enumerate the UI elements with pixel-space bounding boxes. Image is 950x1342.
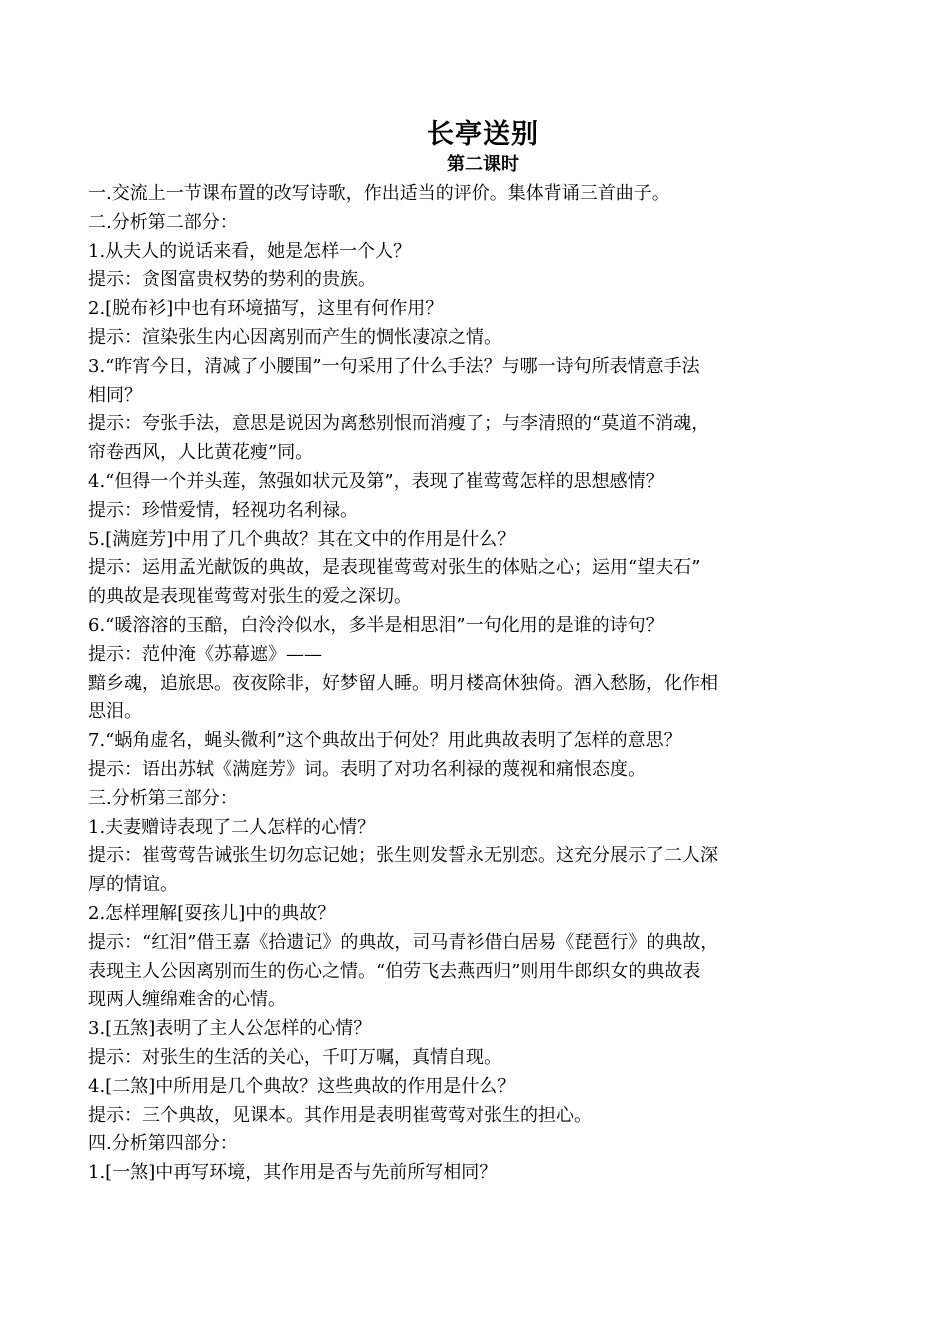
text-line: 1.[一煞]中再写环境，其作用是否与先前所写相同？ (88, 1162, 498, 1184)
page-subtitle: 第二课时 (447, 154, 519, 175)
text-line: 4.“但得一个并头莲，煞强如状元及第”，表现了崔莺莺怎样的思想感情？ (88, 470, 664, 492)
text-line: 1.夫妻赠诗表现了二人怎样的心情？ (88, 816, 376, 838)
text-line: 提示：贪图富贵权势的势利的贵族。 (88, 269, 376, 291)
text-line: 2.[脱布衫]中也有环境描写，这里有何作用？ (88, 298, 444, 320)
text-line: 厚的情谊。 (88, 874, 178, 896)
text-line: 的典故是表现崔莺莺对张生的爱之深切。 (88, 586, 412, 608)
text-line: 5.[满庭芳]中用了几个典故？其在文中的作用是什么？ (88, 528, 516, 550)
text-line: 思泪。 (88, 701, 142, 723)
text-line: 2.怎样理解[耍孩儿]中的典故？ (88, 902, 336, 924)
text-line: 黯乡魂，追旅思。夜夜除非，好梦留人睡。明月楼高休独倚。酒入愁肠，化作相 (88, 672, 718, 694)
text-line: 6.“暖溶溶的玉醅，白泠泠似水，多半是相思泪”一句化用的是谁的诗句？ (88, 614, 664, 636)
text-line: 一.交流上一节课布置的改写诗歌，作出适当的评价。集体背诵三首曲子。 (88, 183, 670, 204)
text-line: 三.分析第三部分： (88, 787, 238, 809)
text-line: 7.“蜗角虚名，蝇头微利”这个典故出于何处？用此典故表明了怎样的意思？ (88, 730, 682, 752)
text-line: 现两人缠绵难舍的心情。 (88, 989, 286, 1011)
document-body (88, 180, 878, 1188)
text-line: 提示：范仲淹《苏幕遮》—— (88, 643, 322, 665)
text-line: 四.分析第四部分： (88, 1133, 238, 1155)
page-title: 长亭送别 (427, 119, 539, 150)
text-line: 提示：珍惜爱情，轻视功名利禄。 (88, 499, 358, 521)
text-line: 提示：渲染张生内心因离别而产生的惆怅凄凉之情。 (88, 326, 502, 348)
text-line: 提示：三个典故，见课本。其作用是表明崔莺莺对张生的担心。 (88, 1104, 592, 1126)
text-line: 3.“昨宵今日，清减了小腰围”一句采用了什么手法？与哪一诗句所表情意手法 (88, 355, 700, 377)
text-line: 提示：语出苏轼《满庭芳》词。表明了对功名利禄的蔑视和痛恨态度。 (88, 758, 646, 780)
text-line: 帘卷西风，人比黄花瘦”同。 (88, 442, 314, 464)
text-line: 提示：崔莺莺告诫张生切勿忘记她；张生则发誓永无别恋。这充分展示了二人深 (88, 845, 718, 867)
text-line: 1.从夫人的说话来看，她是怎样一个人？ (88, 240, 412, 262)
text-line: 提示：“红泪”借王嘉《拾遗记》的典故，司马青衫借白居易《琵琶行》的典故， (88, 931, 719, 953)
text-line: 4.[二煞]中所用是几个典故？这些典故的作用是什么？ (88, 1075, 516, 1097)
text-line: 相同？ (88, 384, 142, 406)
text-line: 3.[五煞]表明了主人公怎样的心情？ (88, 1018, 372, 1040)
text-line: 提示：夸张手法，意思是说因为离愁别恨而消瘦了；与李清照的“莫道不消魂， (88, 413, 710, 435)
text-line: 表现主人公因离别而生的伤心之情。“伯劳飞去燕西归”则用牛郎织女的典故表 (88, 960, 701, 982)
text-line: 二.分析第二部分： (88, 211, 238, 233)
text-line: 提示：对张生的生活的关心，千叮万嘱，真情自现。 (88, 1046, 502, 1068)
text-line: 提示：运用孟光献饭的典故，是表现崔莺莺对张生的体贴之心；运用“望夫石” (88, 557, 701, 579)
document-page (88, 118, 878, 1188)
